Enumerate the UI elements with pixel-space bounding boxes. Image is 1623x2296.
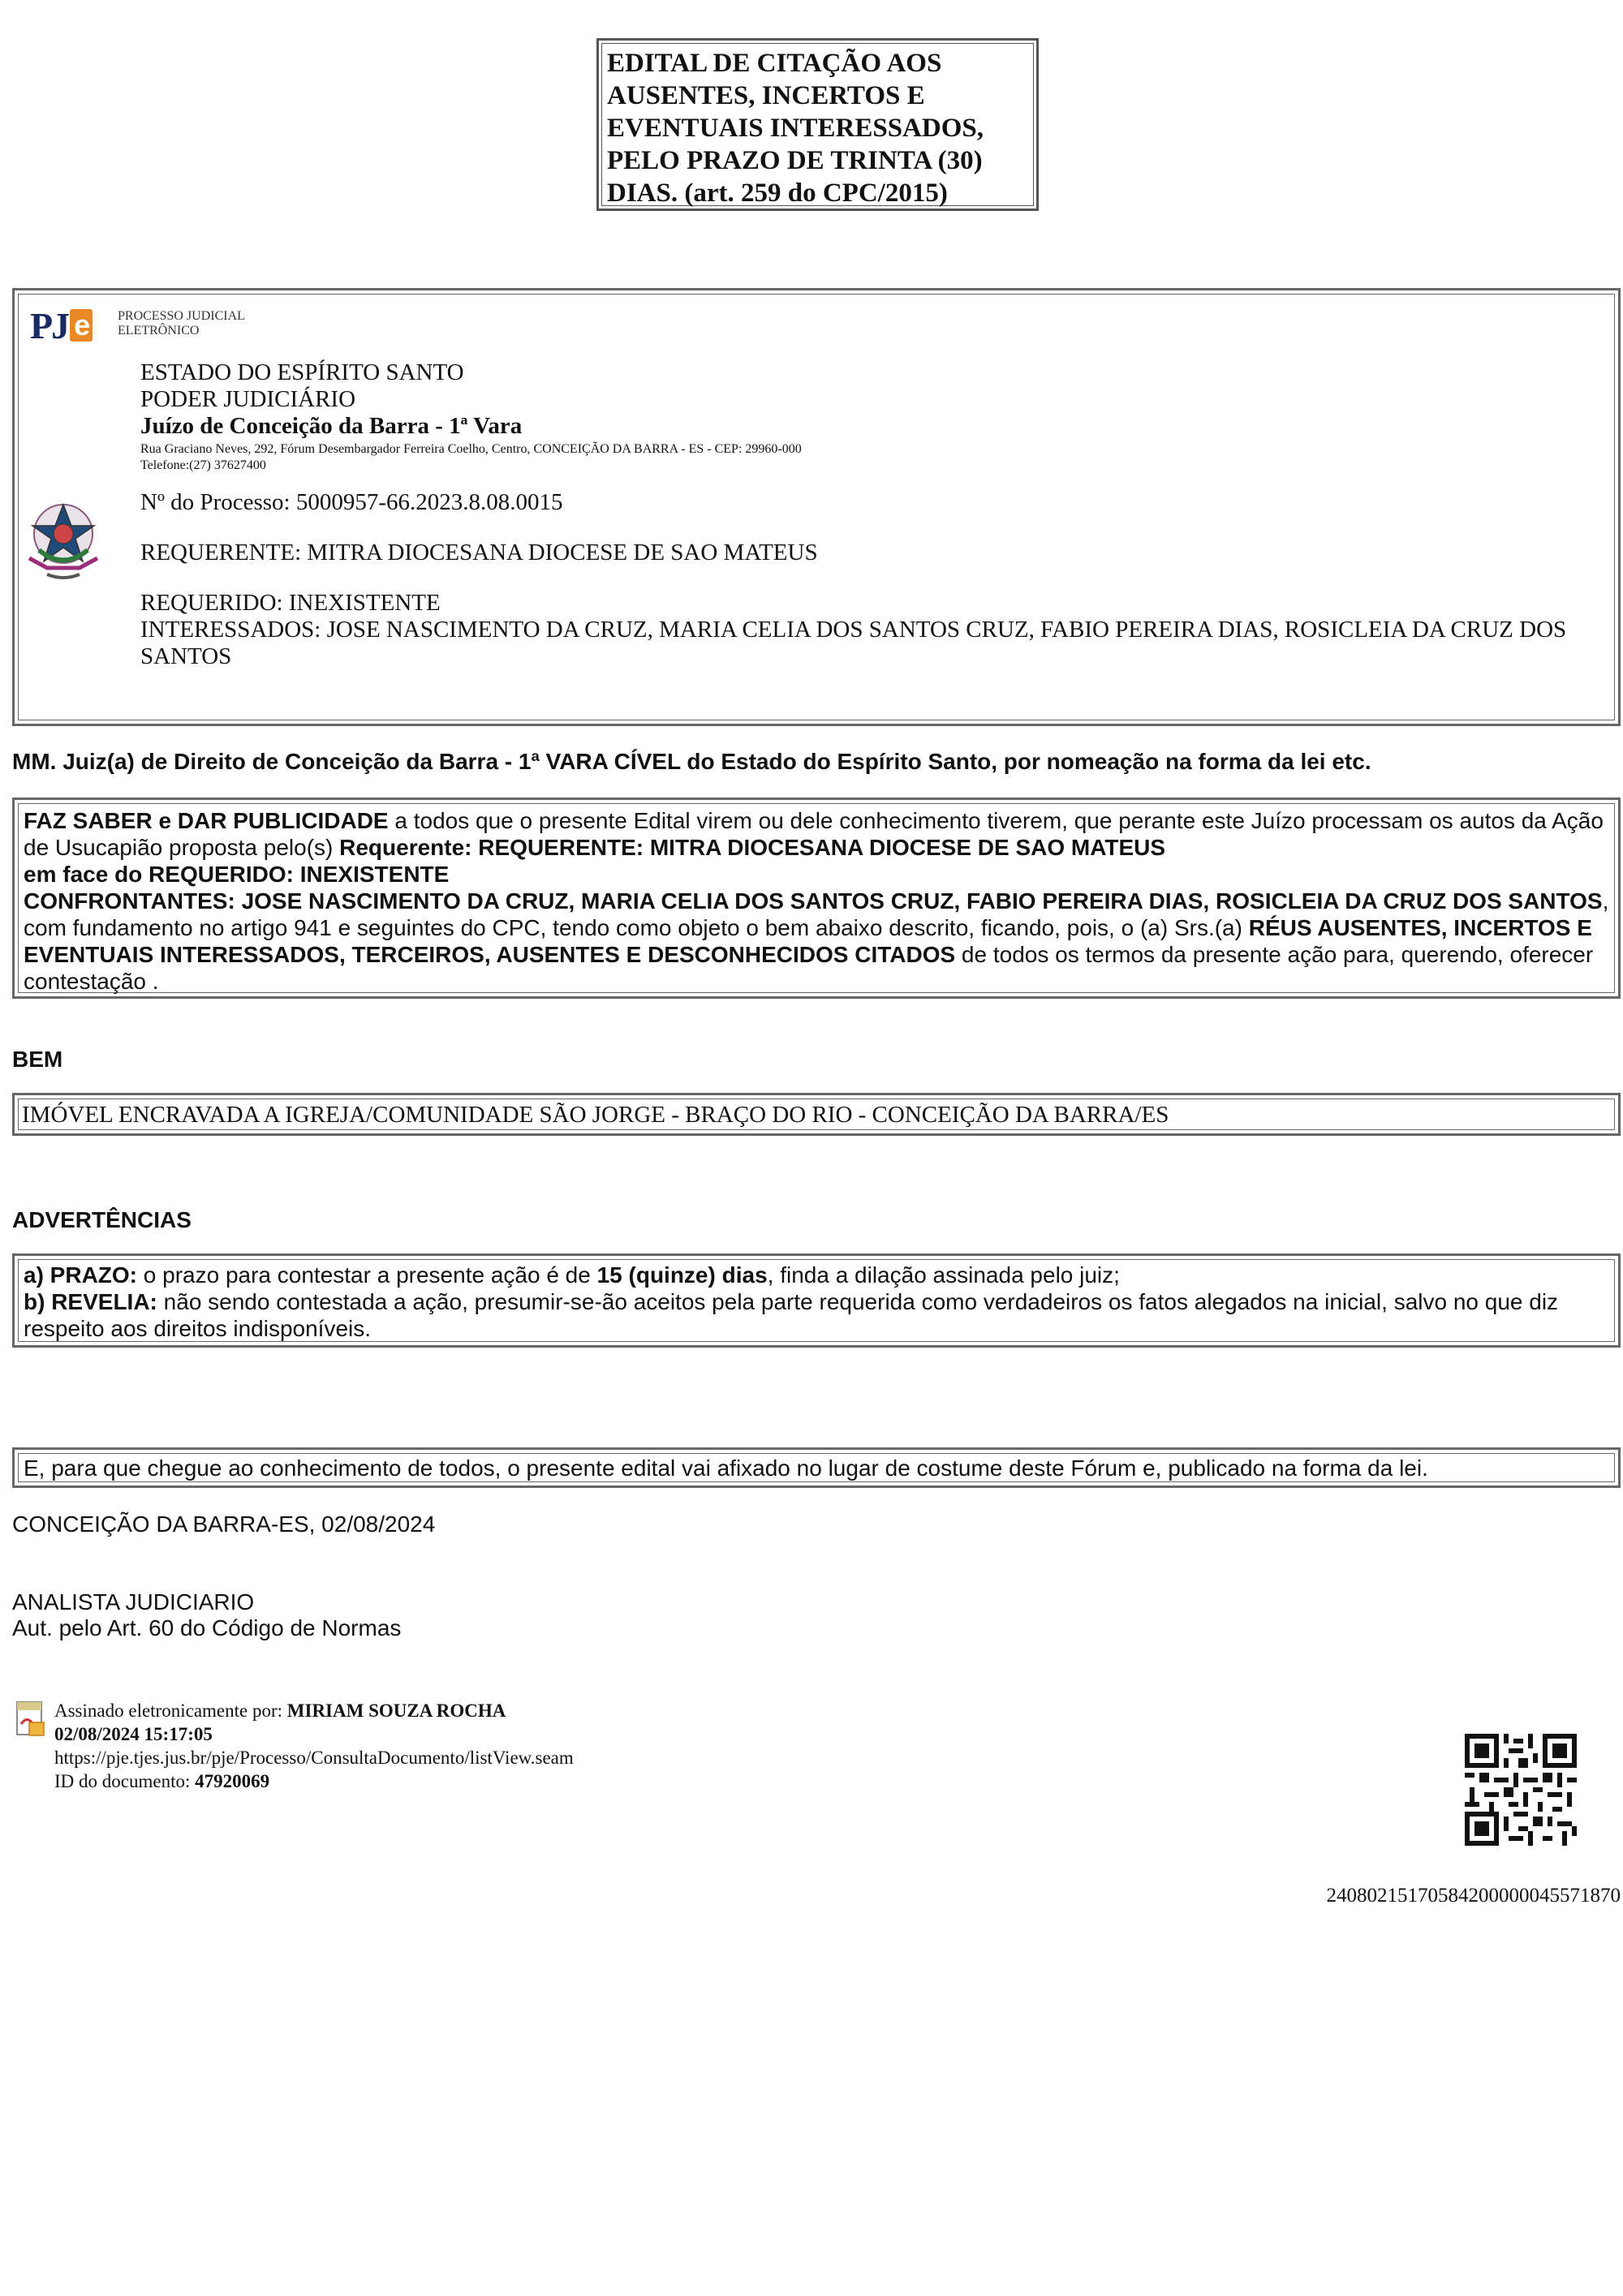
title-line: EVENTUAIS INTERESSADOS,: [607, 114, 984, 143]
prazo-text: o prazo para contestar a presente ação é de: [137, 1262, 597, 1288]
requerente-line: REQUERENTE: MITRA DIOCESANA DIOCESE DE SAO MATEUS: [140, 540, 818, 565]
bem-box: [12, 1093, 1621, 1136]
revelia-label: b) REVELIA:: [24, 1289, 157, 1314]
edital-title: [601, 43, 1034, 206]
signer-name: MIRIAM SOUZA ROCHA: [286, 1701, 506, 1721]
confrontantes-bold: CONFRONTANTES: JOSE NASCIMENTO DA CRUZ, MARIA CELIA DOS SANTOS CRUZ, FABIO PEREIRA DIAS, ROSICLEIA DA CRUZ DOS SANTOS: [24, 888, 1603, 914]
signer-role: ANALISTA JUDICIARIO: [12, 1589, 255, 1615]
court-phone: Telefone:(27) 37627400: [140, 458, 266, 472]
advertencias-text: [18, 1259, 1615, 1342]
document-id-label: ID do documento:: [54, 1771, 196, 1791]
judiciary-power: PODER JUDICIÁRIO: [140, 386, 356, 412]
electronic-signature: [54, 1699, 574, 1793]
faz-saber-text: , com fundamento no artigo 941 e seguintes do CPC, tendo como objeto o bem abaixo descrito, ficando, pois, o (a) Srs.(a): [24, 888, 1609, 940]
court-name: Juízo de Conceição da Barra - 1ª Vara: [140, 413, 523, 439]
bem-description: IMÓVEL ENCRAVADA A IGREJA/COMUNIDADE SÃO JORGE - BRAÇO DO RIO - CONCEIÇÃO DA BARRA/ES: [18, 1099, 1615, 1130]
prazo-days: 15 (quinze) dias: [596, 1262, 768, 1288]
place-date: CONCEIÇÃO DA BARRA-ES, 02/08/2024: [12, 1511, 436, 1537]
bem-heading: BEM: [12, 1047, 63, 1072]
final-statement-box: [12, 1447, 1621, 1488]
faz-saber-text: a todos que o presente Edital virem ou dele conhecimento tiverem, que perante este Juízo processam os autos da Ação de Usucapião proposta pelo(s): [24, 808, 1604, 860]
document-number: 24080215170584200000045571870: [1326, 1885, 1621, 1907]
revelia-text: não sendo contestada a ação, presumir-se-ão aceitos pela parte requerida como verdadeiros os fatos alegados na inicial, salvo no que diz respeito aos direitos indisponíveis.: [24, 1289, 1559, 1341]
faz-saber-text: de todos os termos da presente ação para, querendo, oferecer contestação .: [24, 942, 1594, 994]
advertencias-box: [12, 1253, 1621, 1348]
qr-code-icon: [1465, 1734, 1577, 1846]
signer-authorization: Aut. pelo Art. 60 do Código de Normas: [12, 1615, 402, 1640]
faz-saber-paragraph: [18, 803, 1615, 993]
signed-document-icon: [15, 1700, 47, 1739]
reus-bold: RÉUS AUSENTES, INCERTOS E EVENTUAIS INTERESSADOS, TERCEIROS, AUSENTES E DESCONHECIDOS CITADOS: [24, 915, 1592, 967]
title-line: AUSENTES, INCERTOS E: [607, 81, 925, 110]
prazo-text: , finda a dilação assinada pelo juiz;: [767, 1262, 1120, 1288]
faz-saber-box: [12, 798, 1621, 999]
court-address: Rua Graciano Neves, 292, Fórum Desembargador Ferreira Coelho, Centro, CONCEIÇÃO DA BARRA - ES - CEP: 29960-000: [140, 442, 802, 456]
requerente-bold: Requerente: REQUERENTE: MITRA DIOCESANA DIOCESE DE SAO MATEUS: [339, 835, 1166, 860]
requerido-bold: em face do REQUERIDO: INEXISTENTE: [24, 862, 450, 887]
requerido-line: REQUERIDO: INEXISTENTE: [140, 590, 441, 616]
document-url[interactable]: https://pje.tjes.jus.br/pje/Processo/ConsultaDocumento/listView.seam: [54, 1748, 574, 1768]
title-line: DIAS. (art. 259 do CPC/2015): [607, 178, 948, 208]
signature-label: Assinado eletronicamente por:: [54, 1701, 287, 1721]
faz-saber-bold: FAZ SABER e DAR PUBLICIDADE: [24, 808, 389, 833]
final-statement: E, para que chegue ao conhecimento de todos, o presente edital vai afixado no lugar de costume deste Fórum e, publicado na forma da lei.: [18, 1453, 1615, 1482]
advertencias-heading: ADVERTÊNCIAS: [12, 1207, 192, 1232]
title-line: PELO PRAZO DE TRINTA (30): [607, 146, 983, 175]
state-name: ESTADO DO ESPÍRITO SANTO: [140, 359, 464, 385]
interessados-line: INTERESSADOS: JOSE NASCIMENTO DA CRUZ, MARIA CELIA DOS SANTOS CRUZ, FABIO PEREIRA DIAS, ROSICLEIA DA CRUZ DOS SANTOS: [140, 617, 1567, 669]
state-coat-of-arms-icon: [23, 493, 104, 583]
court-header-box: [12, 288, 1621, 726]
process-number: Nº do Processo: 5000957-66.2023.8.08.0015: [140, 489, 563, 515]
pje-logo-subtitle: PROCESSO JUDICIAL ELETRÔNICO: [118, 309, 245, 338]
title-line: EDITAL DE CITAÇÃO AOS: [607, 49, 942, 78]
edital-title-box: [596, 38, 1039, 211]
signature-datetime: 02/08/2024 15:17:05: [54, 1724, 213, 1744]
pje-logo: [30, 304, 257, 350]
document-id: 47920069: [195, 1771, 270, 1791]
prazo-label: a) PRAZO:: [24, 1262, 137, 1288]
judge-statement: MM. Juiz(a) de Direito de Conceição da Barra - 1ª VARA CÍVEL do Estado do Espírito Santo, por nomeação na forma da lei etc.: [12, 749, 1371, 774]
pje-logo-mark: PJ e: [30, 304, 93, 347]
